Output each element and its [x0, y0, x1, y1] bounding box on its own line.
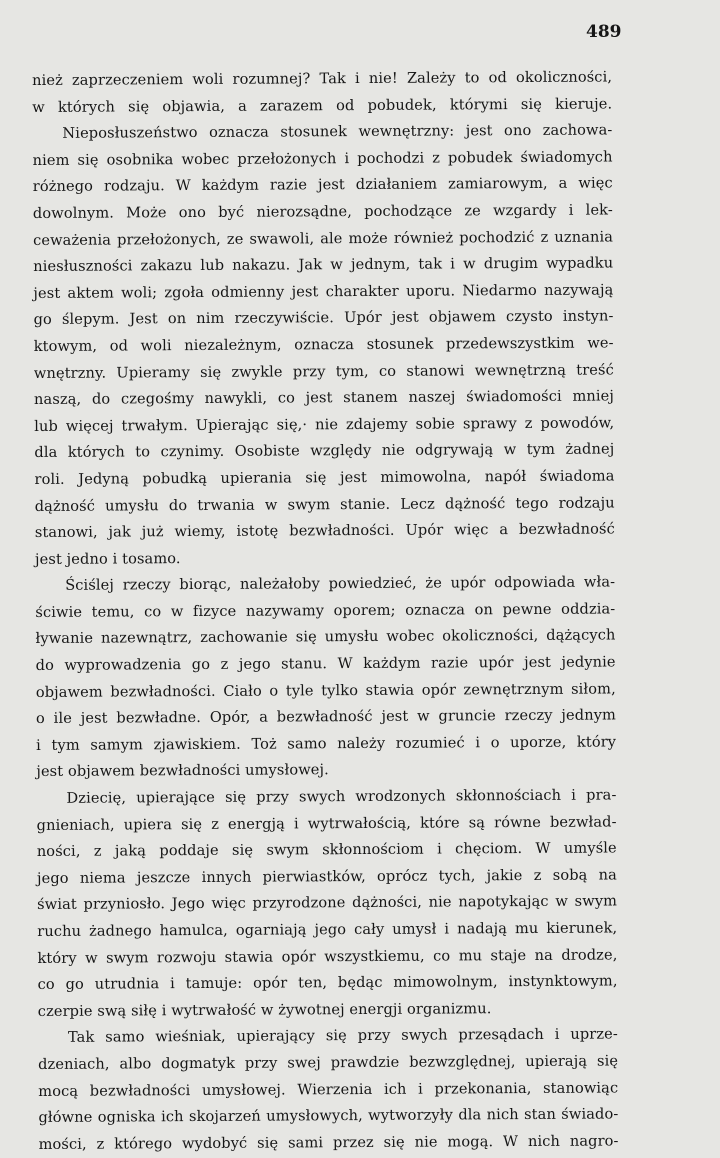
text-line: dla których to czynimy. Osobiste względy nie odgrywają w tym żadnej	[34, 440, 615, 462]
text-line: Dziecię, upierające się przy swych wrodzonych skłonnościach i pra-	[66, 786, 617, 807]
text-line: naszą, do czegośmy nawykli, co jest stanem naszej świadomości mniej	[33, 387, 615, 409]
text-line: świat przyniosło. Jego więc przyrodzone dążności, nie napotykając w swym	[37, 892, 618, 914]
text-line: jest aktem woli; zgoła odmienny jest charakter uporu. Niedarmo nazywają	[33, 281, 614, 302]
text-line: Ściślej rzeczy biorąc, należałoby powiedzieć, że upór odpowiada wła-	[65, 573, 616, 595]
text-line: dążność umysłu do trwania w swym stanie. Lecz dążność tego rodzaju	[34, 493, 615, 515]
text-line: ściwie temu, co w fizyce nazywamy oporem; oznacza on pewne oddzia-	[35, 600, 616, 621]
text-line: różnego rodzaju. W każdym razie jest działaniem zamiarowym, a więc	[32, 174, 613, 196]
text-line: gnieniach, upiera się z energją i wytrwałością, które są równe bezwład-	[36, 813, 617, 834]
text-line: go ślepym. Jest on nim rzeczywiście. Upór jest objawem czysto instyn-	[33, 307, 614, 329]
text-line: i tym samym zjawiskiem. Toż samo należy rozumieć i o uporze, który	[36, 733, 617, 754]
text-line: stanowi, jak już wiemy, istotę bezwładności. Upór więc a bezwładność	[34, 520, 615, 542]
text-line: mocą bezwładności umysłowej. Wierzenia ich i przekonania, stanowiąc	[38, 1079, 619, 1100]
text-line: ności, z jaką poddaje się swym skłonnościom i chęciom. W umyśle	[36, 839, 617, 861]
text-line: jest objawem bezwładności umysłowej.	[36, 761, 329, 781]
text-line: jest jedno i tosamo.	[34, 549, 181, 568]
text-line: mości, z którego wydobyć się sami przez się nie mogą. W nich nagro-	[38, 1132, 619, 1153]
page-number: 489	[586, 22, 622, 42]
text-line: niem się osobnika wobec przełożonych i pochodzi z pobudek świadomych	[32, 148, 613, 169]
text-line: ceważenia przełożonych, ze swawoli, ale może również pochodzić z uznania	[32, 228, 614, 249]
text-line: wnętrzny. Upieramy się zwykle przy tym, co stanowi wewnętrzną treść	[33, 360, 614, 382]
text-line: nież zaprzeczeniem woli rozumnej? Tak i nie! Zależy to od okoliczności,	[32, 68, 613, 89]
text-line: o ile jest bezwładne. Opór, a bezwładność jest w gruncie rzeczy jednym	[35, 706, 617, 728]
text-line: jego niema jeszcze innych pierwiastków, oprócz tych, jakie z sobą na	[36, 866, 617, 887]
text-line: Nieposłuszeństwo oznacza stosunek wewnętrzny: jest ono zachowa-	[62, 121, 613, 143]
text-line: co go utrudnia i tamuje: opór ten, będąc mimowolnym, instynktowym,	[37, 972, 618, 994]
text-line: niesłuszności zakazu lub nakazu. Jak w jednym, tak i w drugim wypadku	[33, 254, 614, 276]
text-line: główne ogniska ich skojarzeń umysłowych, wytworzyły dla nich stan świado-	[38, 1105, 619, 1127]
body-text	[32, 64, 719, 1158]
text-line: w których się objawia, a zarazem od pobudek, którymi się kieruje.	[32, 95, 613, 116]
text-line: lub więcej trwałym. Upierając się,· nie zdajemy sobie sprawy z powodów,	[34, 414, 615, 435]
text-line: objawem bezwładności. Ciało o tyle tylko stawia opór zewnętrznym siłom,	[35, 680, 616, 701]
text-line: ruchu żadnego hamulca, ogarniają jego cały umysł i nadają mu kierunek,	[37, 919, 618, 940]
text-line: Tak samo wieśniak, upierający się przy swych przesądach i uprze-	[67, 1025, 618, 1047]
text-line: ktowym, od woli niezależnym, oznacza stosunek przedewszystkim we-	[33, 334, 614, 355]
text-line: roli. Jedyną pobudką upierania się jest mimowolna, napół świadoma	[34, 467, 615, 488]
text-line: który w swym rozwoju stawia opór wszystkiemu, co mu staje na drodze,	[37, 946, 618, 967]
text-line: ływanie nazewnątrz, zachowanie się umysłu wobec okoliczności, dążących	[35, 626, 616, 648]
text-line: dzeniach, albo dogmatyk przy swej prawdzie bezwzględnej, upierają się	[38, 1052, 619, 1073]
text-line: do wyprowadzenia go z jego stanu. W każdym razie upór jest jedynie	[35, 653, 616, 675]
text-line: czerpie swą siłę i wytrwałość w żywotnej energji organizmu.	[37, 999, 492, 1020]
text-line: dowolnym. Może ono być nierozsądne, pochodzące ze wzgardy i lek-	[32, 201, 613, 222]
